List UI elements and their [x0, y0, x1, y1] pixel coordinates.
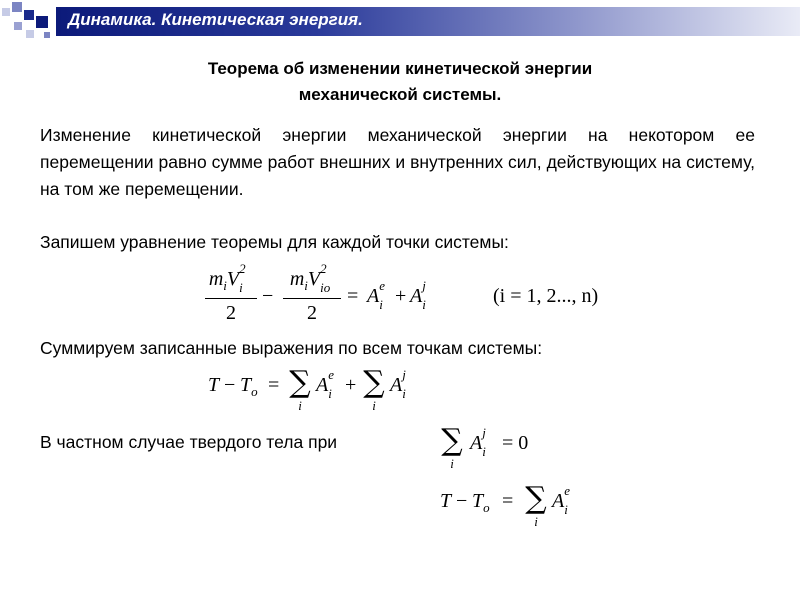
theorem-heading: [60, 56, 740, 108]
formula-system-sum: T − $T_o$ = ∑ i A e i + ∑ i A j i: [208, 365, 406, 413]
rigid-body-intro-text: В частном случае твердого тела при: [40, 432, 338, 452]
decor-square: [24, 10, 34, 20]
slide-header: [0, 0, 800, 46]
fraction-kinetic-initial: $m_iV$ 2 io 2: [283, 268, 341, 332]
decor-square: [12, 2, 22, 12]
equation-intro-text: Запишем уравнение теоремы для каждой точки системы:: [40, 232, 509, 252]
formula-internal-work-zero: ∑ i A j i = 0: [441, 423, 529, 471]
theorem-heading-line2: механической системы.: [298, 85, 502, 104]
theorem-heading-line1: Теорема об изменении кинетической энергии: [207, 59, 593, 78]
decor-square: [26, 30, 34, 38]
fraction-kinetic-final: $m_iV$ 2 i 2: [205, 268, 257, 332]
sum-intro-text: Суммируем записанные выражения по всем точкам системы:: [40, 338, 543, 358]
slide-title: Динамика. Кинетическая энергия.: [68, 10, 363, 29]
theorem-statement: Изменение кинетической энергии механической энергии на некотором ее перемещении равно сумме работ внешних и внутренних сил, действующих на систему, на том же перемещении.: [40, 125, 755, 199]
decor-square: [36, 16, 48, 28]
decor-square: [44, 32, 50, 38]
decor-square: [14, 22, 22, 30]
index-range: (i = 1, 2..., n): [493, 285, 599, 307]
decor-square: [2, 8, 10, 16]
formula-point-theorem: $m_iV$ 2 i 2 − $m_iV$ 2 io 2 = A e i + A j i (i = 1, 2..., n): [205, 268, 625, 332]
formula-rigid-body: T − $T_o$ = ∑ i A e i: [440, 481, 570, 529]
